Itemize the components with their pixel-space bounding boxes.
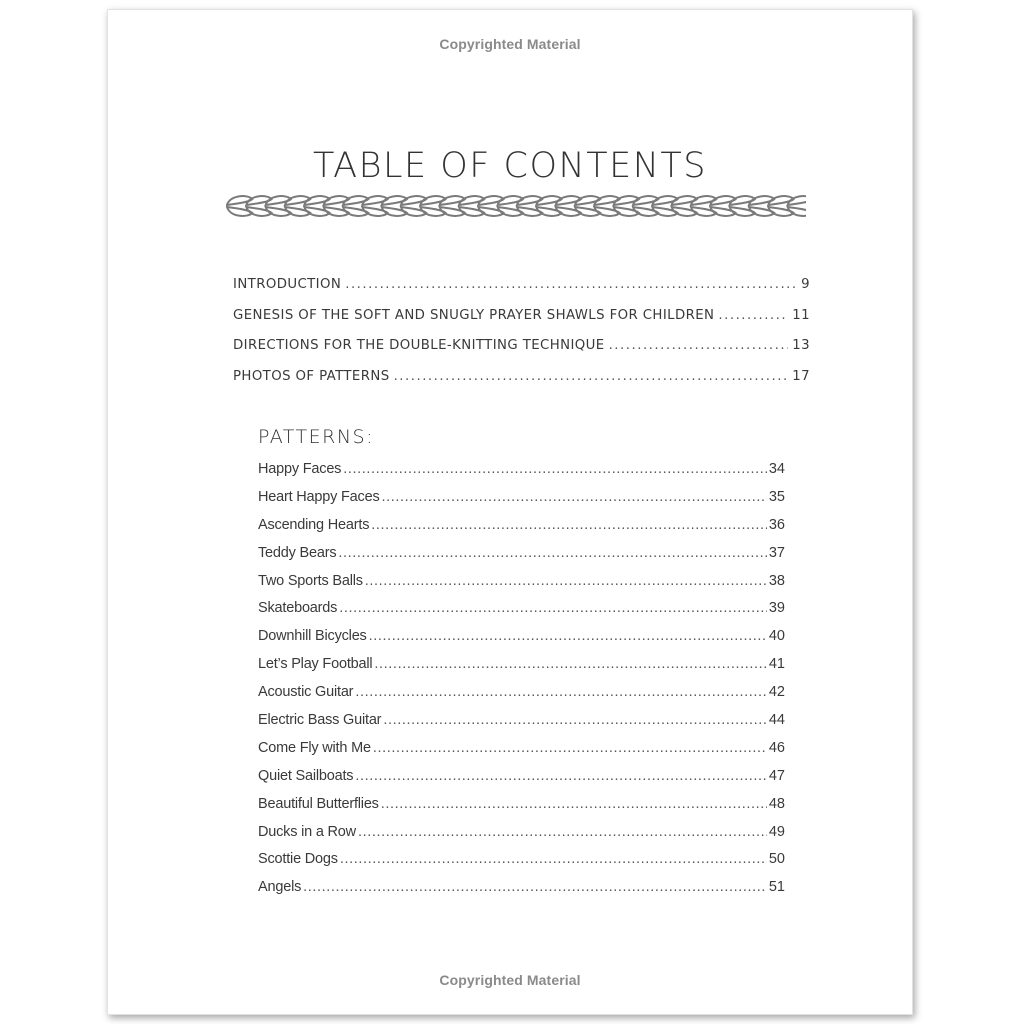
toc-entry-label: INTRODUCTION	[233, 277, 342, 292]
pattern-entry[interactable]	[258, 540, 785, 568]
dot-leader	[373, 735, 767, 763]
pattern-page: 34	[768, 461, 785, 477]
dot-leader	[382, 484, 767, 512]
dot-leader	[340, 846, 767, 874]
dot-leader	[358, 819, 767, 847]
pattern-page: 37	[768, 544, 785, 561]
pattern-label: Happy Faces	[258, 461, 342, 477]
toc-entry[interactable]	[233, 362, 810, 393]
dot-leader	[609, 331, 789, 362]
dot-leader	[371, 512, 767, 540]
pattern-page: 50	[768, 851, 785, 868]
pattern-entry[interactable]	[258, 791, 785, 819]
pattern-entry[interactable]	[258, 512, 785, 540]
pattern-label: Heart Happy Faces	[258, 488, 380, 505]
toc-entry[interactable]	[233, 331, 810, 362]
pattern-entry[interactable]	[258, 484, 785, 512]
pattern-page: 38	[768, 572, 785, 589]
pattern-entry[interactable]	[258, 456, 785, 484]
dot-leader	[365, 568, 767, 596]
pattern-label: Downhill Bicycles	[258, 628, 367, 645]
pattern-page: 49	[768, 823, 785, 840]
pattern-page: 42	[768, 684, 785, 701]
dot-leader	[374, 651, 766, 679]
pattern-label: Acoustic Guitar	[258, 684, 354, 701]
pattern-label: Let’s Play Football	[258, 656, 373, 673]
toc-entry[interactable]	[233, 301, 810, 332]
pattern-entry[interactable]	[258, 595, 785, 623]
dot-leader	[383, 707, 767, 735]
pattern-page: 47	[768, 767, 785, 784]
patterns-heading: PATTERNS:	[258, 426, 375, 448]
toc-entry-label: PHOTOS OF PATTERNS	[233, 368, 390, 384]
toc-entry-page: 13	[792, 338, 810, 353]
pattern-entry[interactable]	[258, 623, 785, 651]
pattern-label: Teddy Bears	[258, 544, 337, 561]
dot-leader	[394, 362, 789, 393]
dot-leader	[303, 874, 767, 902]
pattern-entry[interactable]	[258, 874, 785, 902]
copyright-watermark-bottom: Copyrighted Material	[439, 972, 581, 988]
pattern-entry[interactable]	[258, 679, 785, 707]
dot-leader	[355, 763, 767, 791]
toc-entry[interactable]	[233, 270, 810, 301]
pattern-entry[interactable]	[258, 568, 785, 596]
pattern-page: 44	[768, 712, 785, 729]
pattern-entry[interactable]	[258, 735, 785, 763]
pattern-entry[interactable]	[258, 846, 785, 874]
pattern-entry[interactable]	[258, 819, 785, 847]
toc-entry-page: 9	[801, 277, 810, 292]
pattern-entry[interactable]	[258, 763, 785, 791]
page-title: TABLE OF CONTENTS	[312, 146, 707, 186]
pattern-page: 39	[768, 600, 785, 617]
pattern-page: 35	[768, 488, 785, 505]
pattern-label: Scottie Dogs	[258, 851, 338, 868]
copyright-watermark-top: Copyrighted Material	[439, 36, 581, 52]
pattern-label: Quiet Sailboats	[258, 767, 354, 784]
pattern-page: 36	[768, 516, 785, 533]
pattern-label: Two Sports Balls	[258, 572, 363, 589]
main-contents-list	[233, 270, 810, 392]
dot-leader	[345, 270, 797, 301]
pattern-label: Come Fly with Me	[258, 739, 371, 756]
pattern-page: 46	[768, 739, 785, 756]
dot-leader	[381, 791, 767, 819]
dot-leader	[339, 595, 767, 623]
toc-entry-page: 11	[792, 307, 810, 323]
pattern-page: 51	[768, 879, 785, 896]
book-page	[107, 9, 913, 1015]
dot-leader	[343, 456, 767, 484]
pattern-entry[interactable]	[258, 707, 785, 735]
patterns-list	[258, 456, 785, 902]
dot-leader	[718, 301, 788, 332]
pattern-page: 40	[768, 628, 785, 645]
toc-entry-label: DIRECTIONS FOR THE DOUBLE-KNITTING TECHNIQUE	[233, 338, 605, 353]
pattern-label: Angels	[258, 879, 302, 896]
pattern-entry[interactable]	[258, 651, 785, 679]
pattern-label: Ducks in a Row	[258, 823, 356, 840]
knit-stitch-braid-icon	[226, 193, 806, 219]
pattern-page: 41	[768, 656, 785, 673]
toc-entry-page: 17	[792, 368, 810, 384]
toc-entry-label: GENESIS OF THE SOFT AND SNUGLY PRAYER SHAWLS FOR CHILDREN	[233, 307, 715, 323]
dot-leader	[355, 679, 767, 707]
pattern-label: Beautiful Butterflies	[258, 795, 379, 812]
dot-leader	[369, 623, 767, 651]
dot-leader	[338, 540, 766, 568]
pattern-label: Skateboards	[258, 600, 338, 617]
pattern-label: Ascending Hearts	[258, 516, 370, 533]
pattern-page: 48	[768, 795, 785, 812]
pattern-label: Electric Bass Guitar	[258, 712, 382, 729]
